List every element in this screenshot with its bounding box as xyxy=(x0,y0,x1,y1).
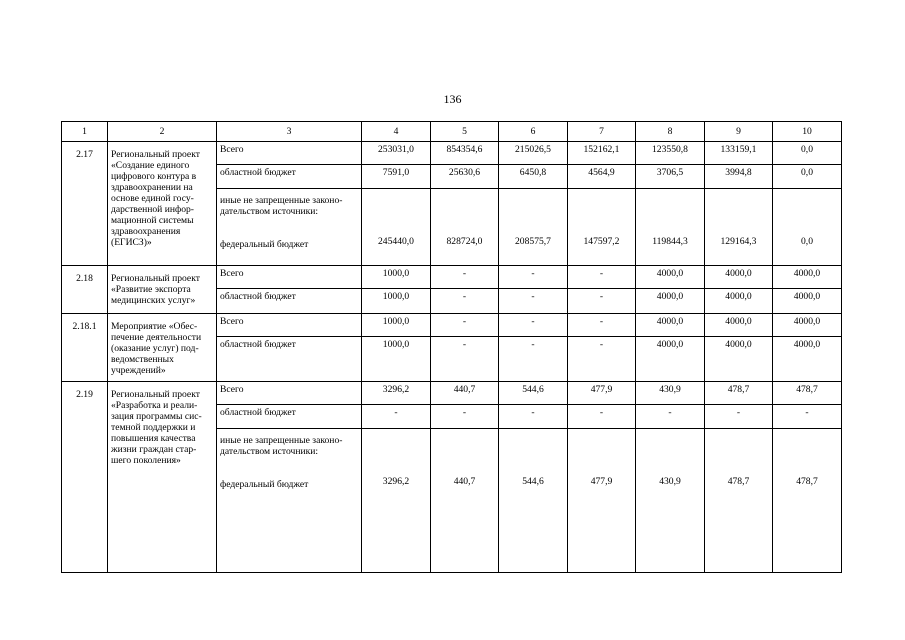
row-name: Региональный проект «Разработка и реали-зация программы сис-темной поддержки и повышения качества жизни граждан стар-шего поколения» xyxy=(108,382,217,573)
value-cell: - xyxy=(431,266,499,289)
source-label-text: иные не запрещенные законо-дательством источники: xyxy=(220,435,343,457)
source-label xyxy=(217,429,362,573)
row-number: 2.18 xyxy=(62,266,108,314)
value-cell xyxy=(499,429,568,573)
value-cell xyxy=(362,189,431,266)
value-cell: 4000,0 xyxy=(705,266,773,289)
value-cell xyxy=(705,429,773,573)
value-cell: - xyxy=(568,266,636,289)
col-header: 1 xyxy=(62,122,108,142)
value-cell: - xyxy=(499,314,568,337)
value-cell: 4000,0 xyxy=(773,266,842,289)
value-text: 0,0 xyxy=(801,236,813,247)
row-number: 2.18.1 xyxy=(62,314,108,382)
value-cell: 3296,2 xyxy=(362,382,431,405)
value-text: 147597,2 xyxy=(583,236,620,247)
source-label: областной бюджет xyxy=(217,289,362,314)
value-cell xyxy=(773,189,842,266)
value-cell: 1000,0 xyxy=(362,314,431,337)
value-cell: 6450,8 xyxy=(499,165,568,189)
value-cell xyxy=(568,429,636,573)
value-cell: 4000,0 xyxy=(773,314,842,337)
value-cell: 4000,0 xyxy=(636,289,705,314)
value-text: 828724,0 xyxy=(446,236,483,247)
source-label: областной бюджет xyxy=(217,165,362,189)
value-cell: 477,9 xyxy=(568,382,636,405)
value-cell: 4000,0 xyxy=(705,314,773,337)
value-cell: 3706,5 xyxy=(636,165,705,189)
value-cell: - xyxy=(431,314,499,337)
value-cell: - xyxy=(431,289,499,314)
value-cell: - xyxy=(499,289,568,314)
value-text: 544,6 xyxy=(522,476,544,487)
value-cell: - xyxy=(636,405,705,429)
value-text: 245440,0 xyxy=(378,236,414,247)
value-cell: 478,7 xyxy=(773,382,842,405)
col-header: 9 xyxy=(705,122,773,142)
value-cell: 215026,5 xyxy=(499,142,568,165)
value-cell: 544,6 xyxy=(499,382,568,405)
value-cell: 854354,6 xyxy=(431,142,499,165)
value-cell: 133159,1 xyxy=(705,142,773,165)
budget-table xyxy=(61,121,842,573)
row-name: Региональный проект «Развитие экспорта медицинских услуг» xyxy=(108,266,217,314)
value-cell: 4000,0 xyxy=(636,314,705,337)
source-sublabel: федеральный бюджет xyxy=(220,239,309,250)
value-cell: 253031,0 xyxy=(362,142,431,165)
table-row xyxy=(62,142,842,165)
value-cell: 478,7 xyxy=(705,382,773,405)
value-text: 478,7 xyxy=(727,476,750,487)
row-number: 2.19 xyxy=(62,382,108,573)
row-number: 2.17 xyxy=(62,142,108,266)
value-cell xyxy=(636,429,705,573)
value-cell: - xyxy=(499,337,568,382)
value-cell: - xyxy=(705,405,773,429)
value-cell: 3994,8 xyxy=(705,165,773,189)
value-cell: - xyxy=(362,405,431,429)
value-text: 119844,3 xyxy=(652,236,688,247)
value-cell: - xyxy=(568,405,636,429)
value-cell xyxy=(636,189,705,266)
source-label: Всего xyxy=(217,382,362,405)
value-cell: 4000,0 xyxy=(773,337,842,382)
value-text: 129164,3 xyxy=(720,236,757,247)
value-text: 478,7 xyxy=(796,476,818,487)
value-cell xyxy=(431,189,499,266)
value-cell: 4564,9 xyxy=(568,165,636,189)
value-cell: - xyxy=(568,314,636,337)
value-cell xyxy=(773,429,842,573)
value-cell: - xyxy=(568,337,636,382)
value-cell: 430,9 xyxy=(636,382,705,405)
value-cell: 7591,0 xyxy=(362,165,431,189)
col-header: 4 xyxy=(362,122,431,142)
col-header: 10 xyxy=(773,122,842,142)
value-cell: - xyxy=(431,337,499,382)
source-label: Всего xyxy=(217,314,362,337)
value-cell: - xyxy=(773,405,842,429)
col-header: 2 xyxy=(108,122,217,142)
source-label: областной бюджет xyxy=(217,405,362,429)
value-cell: 152162,1 xyxy=(568,142,636,165)
value-cell: 1000,0 xyxy=(362,337,431,382)
table-row xyxy=(62,382,842,405)
table-row xyxy=(62,314,842,337)
value-cell: 123550,8 xyxy=(636,142,705,165)
value-cell: 0,0 xyxy=(773,165,842,189)
value-text: 477,9 xyxy=(590,476,613,487)
page-number: 136 xyxy=(443,92,462,106)
value-cell: 1000,0 xyxy=(362,266,431,289)
col-header: 6 xyxy=(499,122,568,142)
value-cell: 25630,6 xyxy=(431,165,499,189)
col-header: 3 xyxy=(217,122,362,142)
value-cell: 440,7 xyxy=(431,382,499,405)
source-label-text: иные не запрещенные законо-дательством источники: xyxy=(220,195,343,217)
source-sublabel: федеральный бюджет xyxy=(220,479,309,490)
value-cell: 4000,0 xyxy=(636,337,705,382)
value-cell xyxy=(431,429,499,573)
col-header: 7 xyxy=(568,122,636,142)
row-name: Региональный проект «Создание единого цифрового контура в здравоохранении на основе единой госу-дарственной инфор-мационной системы здравоохранения (ЕГИСЗ)» xyxy=(108,142,217,266)
source-label: областной бюджет xyxy=(217,337,362,382)
source-label: Всего xyxy=(217,142,362,165)
value-cell: - xyxy=(499,266,568,289)
value-cell: 4000,0 xyxy=(773,289,842,314)
value-cell xyxy=(499,189,568,266)
value-cell: - xyxy=(499,405,568,429)
header-row xyxy=(62,122,842,142)
value-text: 208575,7 xyxy=(515,236,551,247)
col-header: 8 xyxy=(636,122,705,142)
value-text: 440,7 xyxy=(453,476,476,487)
value-cell: 0,0 xyxy=(773,142,842,165)
value-cell: 1000,0 xyxy=(362,289,431,314)
value-cell: 4000,0 xyxy=(636,266,705,289)
col-header: 5 xyxy=(431,122,499,142)
value-cell: - xyxy=(568,289,636,314)
value-cell xyxy=(705,189,773,266)
value-cell xyxy=(568,189,636,266)
value-cell: 4000,0 xyxy=(705,337,773,382)
row-name: Мероприятие «Обес-печение деятельности (оказание услуг) под-ведомственных учреждений» xyxy=(108,314,217,382)
table-row xyxy=(62,266,842,289)
source-label: Всего xyxy=(217,266,362,289)
value-cell xyxy=(362,429,431,573)
value-text: 430,9 xyxy=(659,476,681,487)
value-cell: - xyxy=(431,405,499,429)
source-label xyxy=(217,189,362,266)
value-text: 3296,2 xyxy=(382,476,410,487)
value-cell: 4000,0 xyxy=(705,289,773,314)
